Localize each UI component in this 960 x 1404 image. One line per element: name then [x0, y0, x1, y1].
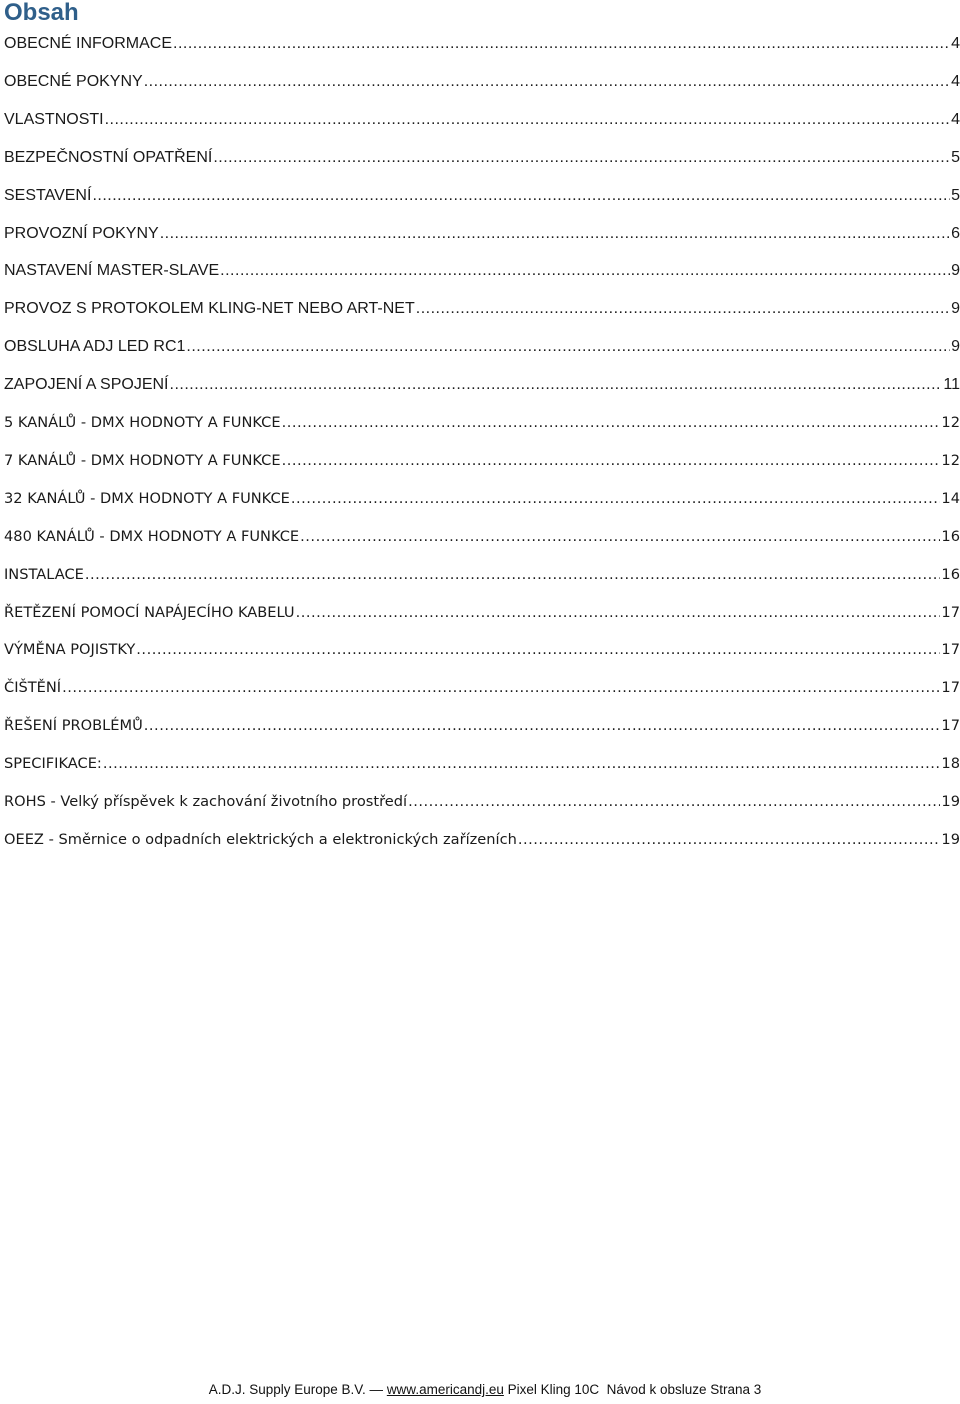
- toc-entry-page-number: 17: [941, 717, 960, 735]
- toc-dot-leader: [170, 373, 943, 397]
- toc-entry[interactable]: [4, 638, 960, 662]
- toc-dot-leader: [160, 222, 950, 246]
- toc-entry[interactable]: [4, 790, 960, 814]
- toc-dot-leader: [282, 411, 941, 435]
- toc-entry[interactable]: [4, 828, 960, 852]
- toc-entry[interactable]: [4, 487, 960, 511]
- toc-entry-page-number: 18: [941, 755, 960, 773]
- toc-entry-label: VLASTNOSTI: [4, 110, 104, 128]
- toc-entry-label: 32 KANÁLŮ - DMX HODNOTY A FUNKCE: [4, 489, 290, 507]
- toc-entry-page-number: 17: [941, 603, 960, 621]
- toc-entry-label: SPECIFIKACE:: [4, 755, 102, 773]
- toc-entry-label: ROHS - Velký příspěvek k zachování životního prostředí: [4, 793, 408, 810]
- toc-entry-page-number: 5: [951, 148, 960, 166]
- toc-entry[interactable]: [4, 108, 960, 132]
- toc-entry-label: ŘETĚZENÍ POMOCÍ NAPÁJECÍHO KABELU: [4, 603, 295, 621]
- toc-entry-label: 7 KANÁLŮ - DMX HODNOTY A FUNKCE: [4, 451, 281, 469]
- toc-entry-label: 480 KANÁLŮ - DMX HODNOTY A FUNKCE: [4, 527, 300, 545]
- toc-entry[interactable]: [4, 70, 960, 94]
- toc-entry-page-number: 12: [941, 414, 960, 431]
- toc-entry-label: ŘEŠENÍ PROBLÉMŮ: [4, 717, 143, 735]
- toc-entry-label: OBSLUHA ADJ LED RC1: [4, 338, 186, 356]
- toc-entry[interactable]: [4, 411, 960, 435]
- toc-entry-label: VÝMĚNA POJISTKY: [4, 641, 136, 659]
- page-footer: [0, 1382, 960, 1397]
- toc-dot-leader: [103, 752, 941, 776]
- toc-entry-page-number: 5: [951, 186, 960, 204]
- toc-entry[interactable]: [4, 184, 960, 208]
- toc-dot-leader: [186, 335, 950, 359]
- toc-entry-label: OEEZ - Směrnice o odpadních elektrických a elektronických zařízeních: [4, 830, 517, 848]
- toc-entry-page-number: 4: [951, 35, 960, 52]
- toc-entry-label: INSTALACE: [4, 565, 84, 583]
- toc-entry[interactable]: [4, 525, 960, 549]
- toc-entry[interactable]: [4, 297, 960, 321]
- toc-entry[interactable]: [4, 373, 960, 397]
- toc-entry-label: PROVOZNÍ POKYNY: [4, 224, 159, 242]
- footer-company: A.D.J. Supply Europe B.V. —: [208, 1382, 387, 1397]
- toc-dot-leader: [136, 638, 940, 662]
- toc-dot-leader: [173, 32, 950, 56]
- toc-dot-leader: [144, 714, 941, 738]
- toc-entry[interactable]: [4, 146, 960, 170]
- toc-dot-leader: [296, 601, 941, 625]
- toc-entry-page-number: 19: [941, 793, 960, 810]
- toc-entry-label: SESTAVENÍ: [4, 186, 92, 204]
- toc-dot-leader: [291, 487, 941, 511]
- toc-entry-label: 5 KANÁLŮ - DMX HODNOTY A FUNKCE: [4, 414, 281, 431]
- toc-entry[interactable]: [4, 601, 960, 625]
- toc-entry-page-number: 17: [941, 641, 960, 659]
- toc-dot-leader: [92, 184, 950, 208]
- toc-entry-label: NASTAVENÍ MASTER-SLAVE: [4, 262, 220, 280]
- toc-entry[interactable]: [4, 335, 960, 359]
- toc-dot-leader: [408, 790, 940, 814]
- toc-entry-page-number: 17: [941, 679, 960, 697]
- toc-entry-page-number: 4: [951, 72, 960, 90]
- toc-entry-page-number: 9: [951, 262, 960, 280]
- toc-entry[interactable]: [4, 259, 960, 283]
- toc-entry-page-number: 19: [941, 830, 960, 848]
- toc-entry-label: ZAPOJENÍ A SPOJENÍ: [4, 376, 169, 394]
- toc-dot-leader: [105, 108, 951, 132]
- toc-entry[interactable]: [4, 563, 960, 587]
- footer-document-info: Pixel Kling 10C Návod k obsluze Strana 3: [503, 1382, 762, 1397]
- footer-website-link[interactable]: www.americandj.eu: [386, 1382, 504, 1397]
- toc-dot-leader: [62, 676, 940, 700]
- toc-entry-label: ČIŠTĚNÍ: [4, 679, 62, 697]
- toc-entry-page-number: 16: [941, 565, 960, 583]
- toc-entry-page-number: 6: [951, 224, 960, 242]
- page-title: Obsah: [4, 0, 79, 26]
- toc-dot-leader: [85, 563, 941, 587]
- toc-dot-leader: [416, 297, 950, 321]
- toc-entry-page-number: 14: [941, 489, 960, 507]
- toc-entry-page-number: 16: [941, 527, 960, 545]
- toc-entry[interactable]: [4, 752, 960, 776]
- toc-entry-page-number: 9: [951, 338, 960, 356]
- toc-entry-page-number: 11: [943, 376, 960, 394]
- toc-dot-leader: [300, 525, 940, 549]
- toc-entry[interactable]: [4, 32, 960, 56]
- toc-dot-leader: [518, 828, 941, 852]
- toc-dot-leader: [213, 146, 950, 170]
- toc-entry-page-number: 4: [951, 110, 960, 128]
- toc-entry[interactable]: [4, 222, 960, 246]
- toc-dot-leader: [220, 259, 950, 283]
- toc-entry-page-number: 9: [951, 300, 960, 318]
- toc-entry-label: OBECNÉ INFORMACE: [4, 35, 173, 52]
- toc-entry-label: BEZPEČNOSTNÍ OPATŘENÍ: [4, 148, 213, 166]
- toc-entry-label: PROVOZ S PROTOKOLEM KLING-NET NEBO ART-NET: [4, 300, 415, 318]
- toc-entry[interactable]: [4, 714, 960, 738]
- toc-dot-leader: [282, 449, 941, 473]
- toc-dot-leader: [144, 70, 950, 94]
- toc-entry[interactable]: [4, 676, 960, 700]
- toc-entry[interactable]: [4, 449, 960, 473]
- toc-entry-page-number: 12: [941, 451, 960, 469]
- toc-entry-label: OBECNÉ POKYNY: [4, 72, 143, 90]
